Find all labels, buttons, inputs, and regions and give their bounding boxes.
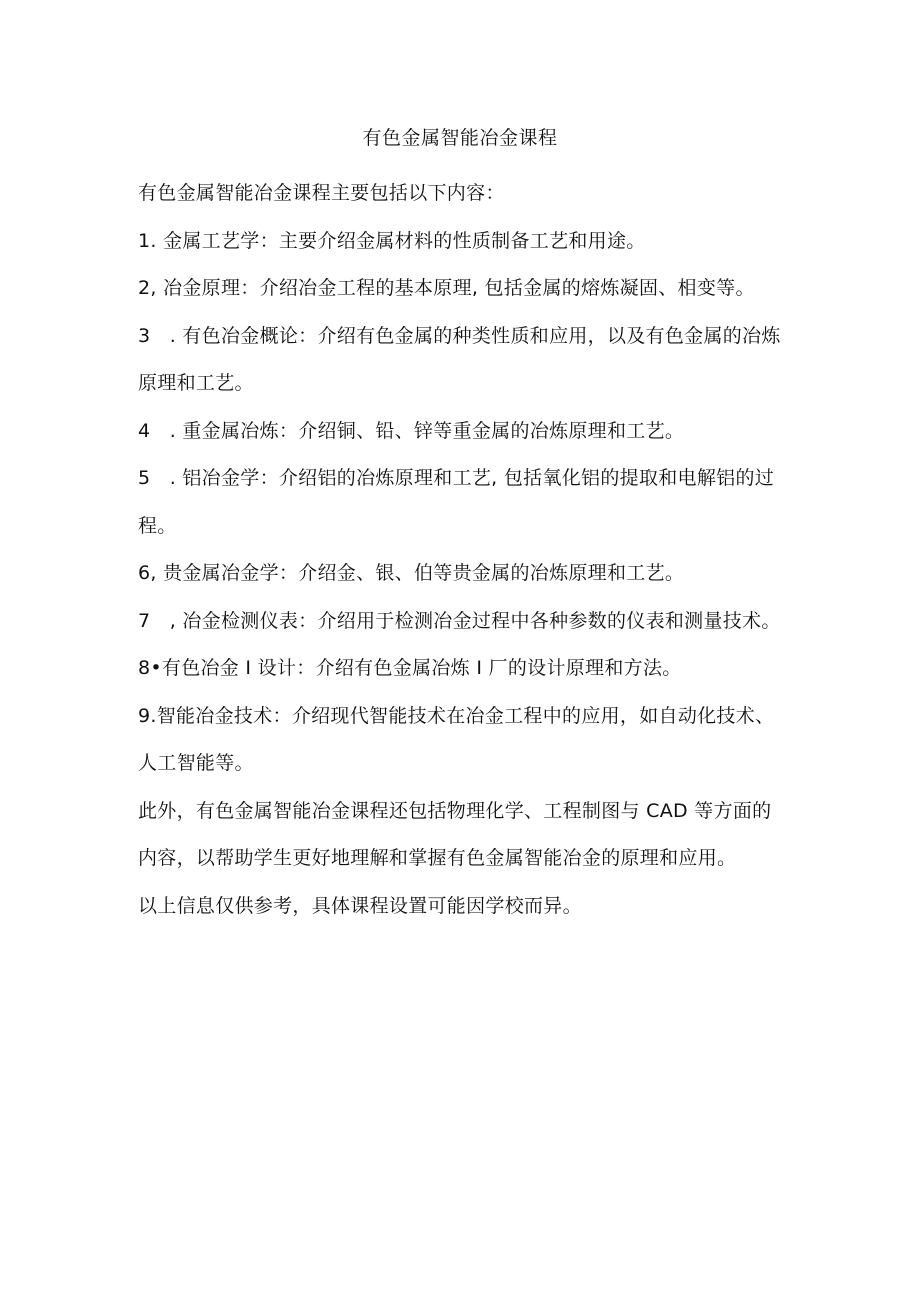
disclaimer-line: 以上信息仅供参考，具体课程设置可能因学校而异。 [138,894,582,917]
list-item-3: 3 . 有色冶金概论：介绍有色金属的种类性质和应用，以及有色金属的冶炼 [138,324,781,347]
list-item-5-continuation: 程。 [138,514,177,537]
list-item-6: 6, 贵金属冶金学：介绍金、银、伯等贵金属的冶炼原理和工艺。 [138,562,685,584]
list-item-7: 7 , 冶金检测仪表：介绍用于检测冶金过程中各种参数的仪表和测量技术。 [138,609,781,632]
additional-info-line-2: 内容，以帮助学生更好地理解和掌握有色金属智能冶金的原理和应用。 [138,847,737,869]
list-item-3-continuation: 原理和工艺。 [138,372,254,394]
list-item-5: 5 . 铝冶金学：介绍铝的冶炼原理和工艺, 包括氧化铝的提取和电解铝的过 [138,467,775,489]
list-item-9: 9.智能冶金技术：介绍现代智能技术在冶金工程中的应用，如自动化技术、 [138,704,775,727]
list-item-4: 4 . 重金属冶炼：介绍铜、铅、锌等重金属的冶炼原理和工艺。 [138,419,685,442]
list-item-2: 2, 冶金原理：介绍冶金工程的基本原理, 包括金属的熔炼凝固、相变等。 [138,277,755,299]
document-title: 有色金属智能冶金课程 [362,127,558,149]
intro-line: 有色金属智能冶金课程主要包括以下内容： [138,182,505,204]
additional-info-line-1: 此外，有色金属智能冶金课程还包括物理化学、工程制图与 CAD 等方面的 [138,799,772,822]
list-item-8: 8•有色冶金 I 设计：介绍有色金属冶炼 I 厂的设计原理和方法。 [138,657,682,679]
list-item-1: 1. 金属工艺学：主要介绍金属材料的性质制备工艺和用途。 [138,229,646,252]
document-body [138,170,788,930]
list-item-9-continuation: 人工智能等。 [138,752,254,774]
